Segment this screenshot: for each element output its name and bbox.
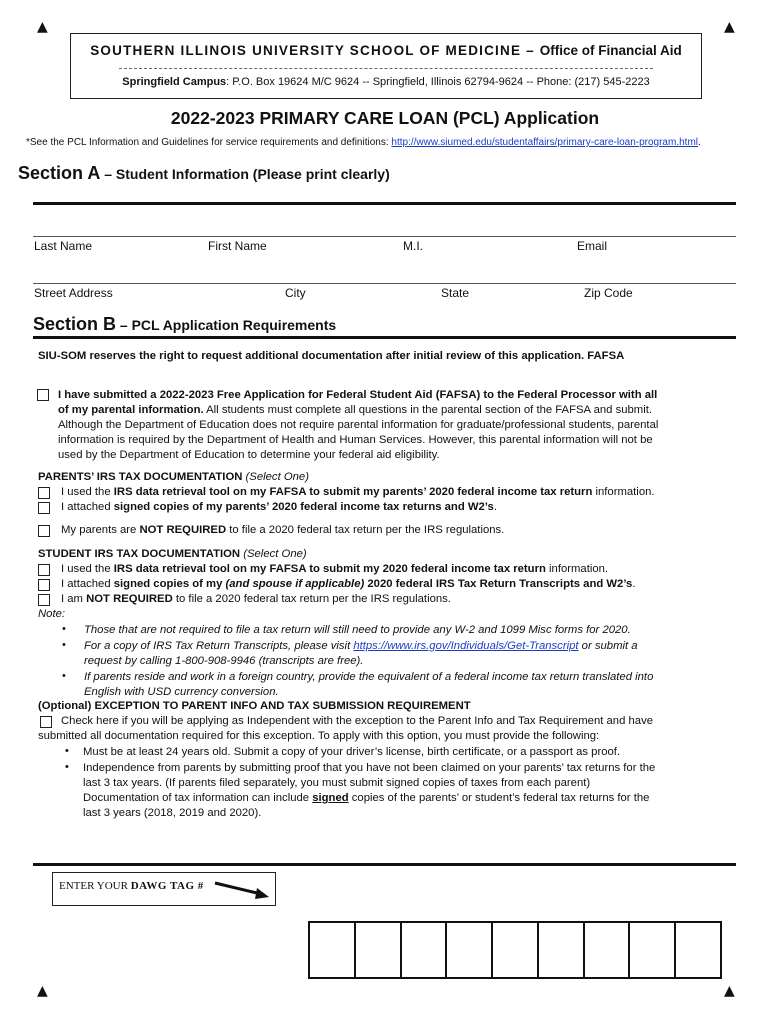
section-a-title: Section A [18,163,101,183]
student-irs-option1-b: IRS data retrieval tool on my FAFSA to submit my 2020 federal income tax return [113,563,546,575]
parents-irs-option2 [61,500,497,515]
independent-exception-checkbox[interactable] [40,716,52,728]
corner-mark-top-left: ▲ [37,19,48,35]
fafsa-complete-note: All students must complete all questions in the parental section of the FAFSA and submit. [203,404,652,416]
state-label: State [441,286,470,300]
student-irs-option3-a: I am [61,593,87,605]
note-bullet3-line1: If parents reside and work in a foreign country, provide the equivalent of a federal income tax return translated into [84,671,654,683]
parents-irs-option2-b: signed copies of my parents’ 2020 federal income tax returns and W2’s [113,501,494,513]
exception-bullet2-line4: last 3 years (2018, 2019 and 2020). [83,807,262,819]
name-row-line[interactable] [33,236,736,237]
dawg-tag-digit-box[interactable] [445,921,491,979]
parents-irs-option3-c: to file a 2020 federal tax return per the IRS regulations. [226,524,505,536]
parents-irs-option1-a: I used the [61,486,114,498]
signed-emphasis: signed [312,792,349,804]
exception-bullet1: Must be at least 24 years old. Submit a copy of your driver’s license, birth certificate, or a passport as proof. [83,746,621,758]
parents-irs-option2-c: . [493,501,497,513]
student-irs-option2 [61,577,635,592]
note-bullet3-line2: English with USD currency conversion. [84,686,279,698]
exception-line2: submitted all documentation required for this exception. To apply with this option, you must provide the following: [38,730,600,742]
exception-bullet-icon: • [65,745,69,757]
student-irs-option2-c: . [632,578,636,590]
parents-irs-option3 [61,523,504,538]
dawg-tag-digit-box[interactable] [308,921,354,979]
dawg-tag-digit-box[interactable] [674,921,722,979]
student-irs-option1-a: I used the [61,563,114,575]
note-bullet2-a: For a copy of IRS Tax Return Transcripts, please visit [84,640,354,652]
optional-exception-heading: (Optional) EXCEPTION TO PARENT INFO AND TAX SUBMISSION REQUIREMENT [38,700,471,712]
city-label: City [285,286,306,300]
dawg-tag-label-b: DAWG TAG # [130,880,204,892]
section-a-top-rule [33,202,736,205]
street-address-label: Street Address [34,286,113,300]
corner-mark-top-right: ▲ [724,19,735,35]
last-name-label: Last Name [34,239,93,253]
student-irs-option1 [61,562,608,577]
header-divider [119,68,653,69]
fafsa-statement-line3: Although the Department of Education does not require parental information for graduate/professional students, parental [58,419,659,431]
arrow-right-icon [213,879,271,901]
note-bullet-icon: • [62,639,66,651]
exception-bullet2-line3 [83,791,649,806]
campus-address [71,76,701,88]
student-irs-option2-spouse: (and spouse if applicable) [225,578,365,590]
dawg-tag-digit-box[interactable] [400,921,446,979]
fafsa-parental-info: of my parental information. [58,404,204,416]
student-irs-option2-b: signed copies of my [113,578,226,590]
student-irs-option3-checkbox[interactable] [38,594,50,606]
fafsa-statement-line4: information is required by the Department of Health and Human Services. However, this parental information will not be [58,434,653,446]
student-irs-option3-c: to file a 2020 federal tax return per the IRS regulations. [172,593,451,605]
student-irs-option1-checkbox[interactable] [38,564,50,576]
exception-line1: Check here if you will be applying as Independent with the exception to the Parent Info and Tax Requirement and have [61,715,654,727]
parents-irs-option2-checkbox[interactable] [38,502,50,514]
parents-irs-option1 [61,485,655,500]
corner-mark-bottom-left: ▲ [37,983,48,999]
guidelines-note [26,137,701,148]
fafsa-statement-line1: I have submitted a 2022-2023 Free Application for Federal Student Aid (FAFSA) to the Federal Processor with all [58,389,658,401]
dawg-tag-label-a: ENTER YOUR [59,880,131,892]
office-name: Office of Financial Aid [539,43,682,58]
parents-irs-option1-c: information. [592,486,655,498]
dawg-tag-digit-box[interactable] [537,921,583,979]
student-irs-title: STUDENT IRS TAX DOCUMENTATION [38,548,241,560]
student-irs-option3-b: NOT REQUIRED [86,593,173,605]
parents-irs-option1-b: IRS data retrieval tool on my FAFSA to submit my parents’ 2020 federal income tax return [113,486,593,498]
parents-irs-option3-checkbox[interactable] [38,525,50,537]
dawg-tag-input [308,921,722,979]
dawg-tag-digit-box[interactable] [583,921,629,979]
section-a-heading [18,163,390,184]
student-irs-option2-a: I attached [61,578,114,590]
student-irs-select-one: (Select One) [240,548,307,560]
note-bullet2-line2: request by calling 1-800-908-9946 (transcripts are free). [84,655,364,667]
irs-transcript-link[interactable]: https://www.irs.gov/Individuals/Get-Transcript [353,640,579,652]
note-bullet-icon: • [62,623,66,635]
reserve-statement: SIU-SOM reserves the right to request additional documentation after initial review of this application. FAFSA [38,350,625,362]
dawg-tag-digit-box[interactable] [628,921,674,979]
note-bullet-icon: • [62,670,66,682]
parents-irs-option3-b: NOT REQUIRED [139,524,227,536]
dawg-tag-label [59,880,204,892]
parents-irs-title: PARENTS’ IRS TAX DOCUMENTATION [38,471,243,483]
parents-irs-option3-a: My parents are [61,524,140,536]
form-title: 2022-2023 PRIMARY CARE LOAN (PCL) Application [170,108,600,128]
corner-mark-bottom-right: ▲ [724,983,735,999]
note-bullet1: Those that are not required to file a tax return will still need to provide any W-2 and 1099 Misc forms for 2020. [84,624,631,636]
zip-code-label: Zip Code [584,286,633,300]
guidelines-note-end: . [698,137,701,148]
school-name: SOUTHERN ILLINOIS UNIVERSITY SCHOOL OF MEDICINE – [90,43,540,58]
note-bullet2-c: or submit a [578,640,638,652]
letterhead-box [70,33,702,99]
note-label: Note: [38,608,66,620]
section-b-subtitle: – PCL Application Requirements [116,317,337,333]
campus-label: Springfield Campus [122,76,227,88]
student-irs-option1-c: information. [545,563,609,575]
exception-bullet2-line1: Independence from parents by submitting proof that you have not been claimed on your parents’ tax returns for the [83,762,656,774]
note-bullet2-line1 [84,639,638,654]
dawg-tag-digit-box[interactable] [354,921,400,979]
section-a-subtitle: – Student Information (Please print clearly) [100,166,390,182]
student-irs-option3 [61,592,451,607]
parents-irs-select-one: (Select One) [242,471,309,483]
student-irs-option2-b2: 2020 federal IRS Tax Return Transcripts and W2’s [364,578,633,590]
parents-irs-option2-a: I attached [61,501,114,513]
fafsa-statement-line2 [58,403,652,418]
institution-name [71,43,701,58]
section-b-title: Section B [33,314,117,334]
fafsa-statement-line5: used by the Department of Education to determine your federal aid eligibility. [58,449,440,461]
parents-irs-heading [38,470,309,485]
address-row-line[interactable] [33,283,736,284]
exception-bullet2-line3-a: Documentation of tax information can include [83,792,313,804]
section-b-heading [33,314,336,335]
student-irs-option2-checkbox[interactable] [38,579,50,591]
guidelines-link[interactable]: http://www.siumed.edu/studentaffairs/primary-care-loan-program.html [391,137,698,148]
exception-bullet2-line3-c: copies of the parents’ or student’s federal tax returns for the [348,792,650,804]
campus-contact: : P.O. Box 19624 M/C 9624 -- Springfield, Illinois 62794-9624 -- Phone: (217) 545-2223 [226,76,650,88]
exception-bullet2-line2: last 3 tax years. (If parents filed separately, you must submit signed copies of taxes from each parent) [83,777,591,789]
email-label: Email [577,239,608,253]
first-name-label: First Name [208,239,267,253]
dawg-tag-label-box [52,872,276,906]
section-b-rule [33,336,736,339]
bottom-rule [33,863,736,866]
guidelines-note-text: *See the PCL Information and Guidelines for service requirements and definitions: [26,137,392,148]
exception-bullet-icon: • [65,761,69,773]
fafsa-checkbox[interactable] [37,389,49,401]
dawg-tag-digit-box[interactable] [491,921,537,979]
parents-irs-option1-checkbox[interactable] [38,487,50,499]
student-irs-heading [38,547,307,562]
middle-initial-label: M.I. [403,239,423,253]
